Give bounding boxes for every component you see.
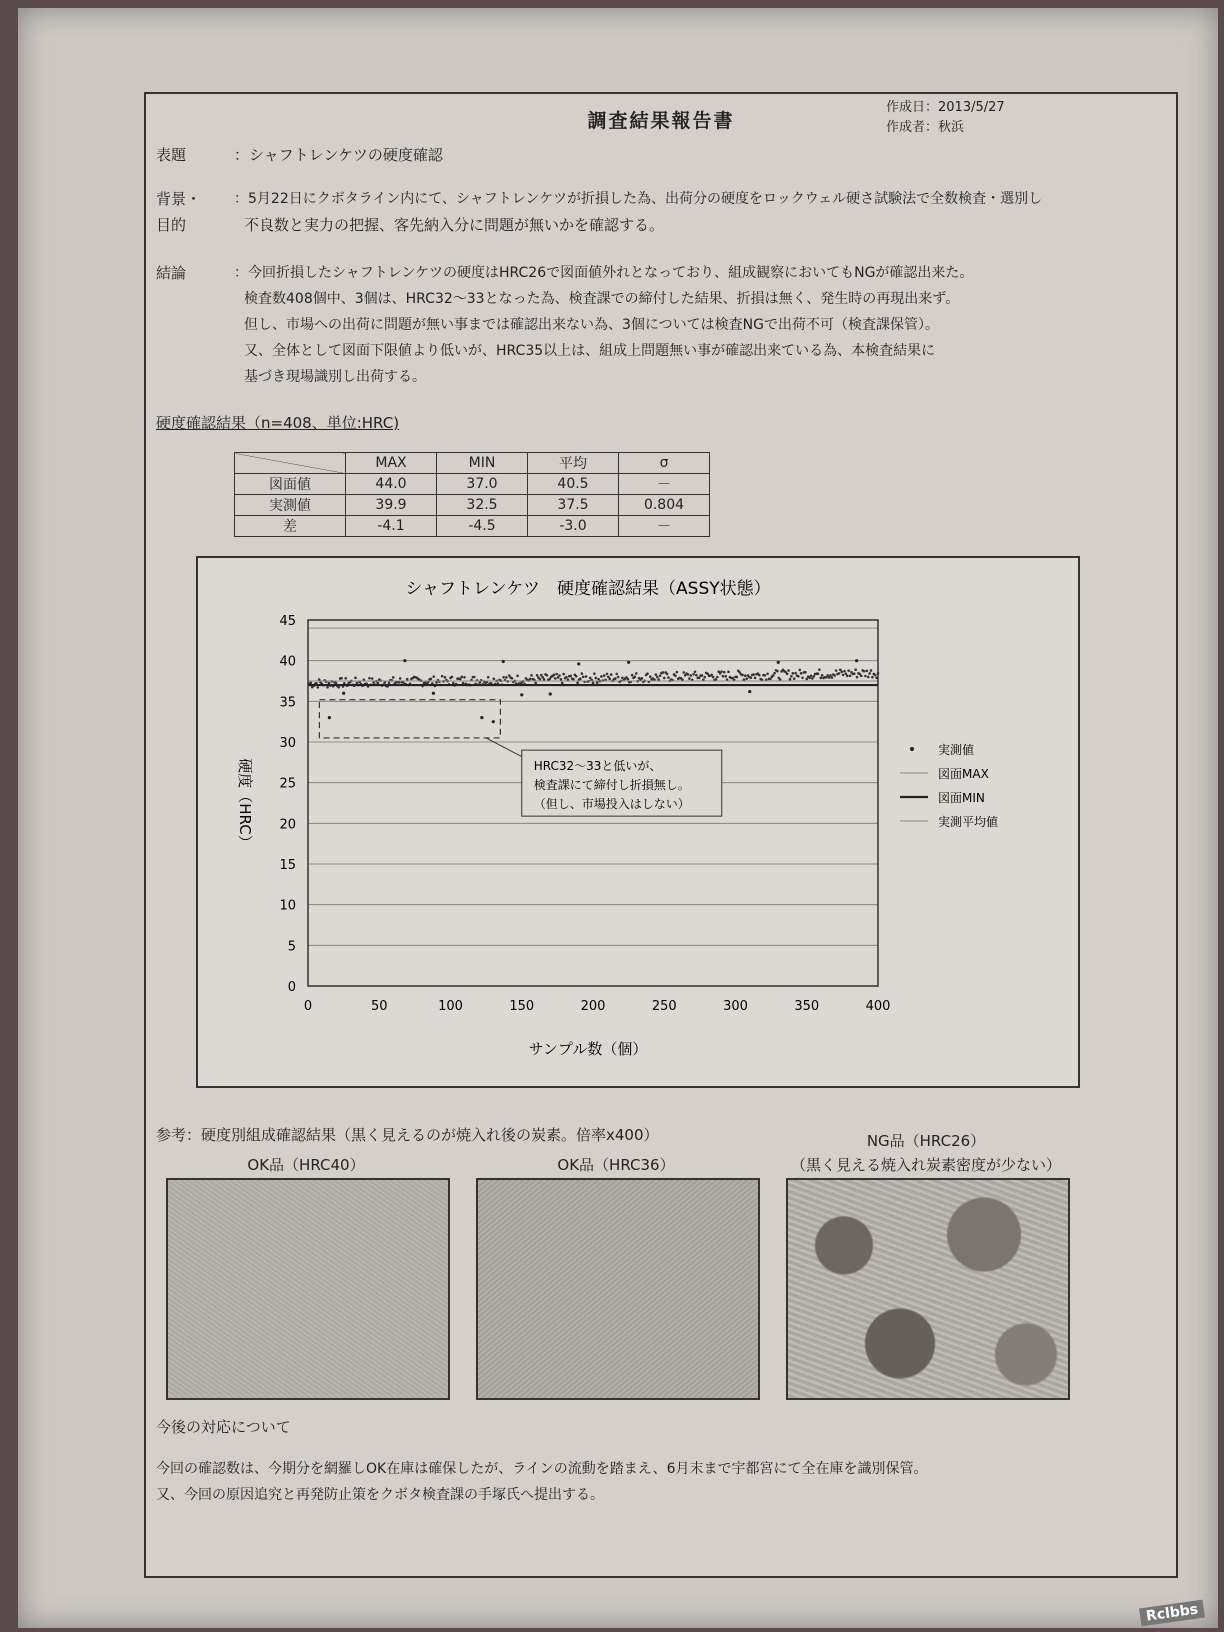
x-tick-label: 300: [723, 999, 748, 1014]
x-tick-label: 100: [438, 999, 463, 1014]
paper-sheet: [18, 8, 1218, 1628]
table-cell: 32.5: [437, 495, 528, 516]
x-tick-label: 200: [580, 999, 606, 1014]
table-cell: －: [619, 516, 710, 537]
data-point: [843, 670, 846, 673]
data-point: [794, 672, 797, 675]
data-point: [745, 677, 748, 680]
data-point: [577, 662, 580, 665]
report-frame: [144, 92, 1178, 1578]
data-point: [698, 676, 701, 679]
table-corner-cell: [235, 453, 346, 474]
table-cell: -4.5: [437, 516, 528, 537]
table-cell: 37.5: [528, 495, 619, 516]
data-point: [831, 676, 834, 679]
table-header: 平均: [528, 453, 619, 474]
background-line-2: 不良数と実力の把握、客先納入分に問題が無いかを確認する。: [244, 216, 665, 234]
data-point: [530, 674, 533, 677]
data-point: [769, 678, 772, 681]
data-point: [716, 676, 719, 679]
data-point: [600, 675, 603, 678]
data-point: [615, 673, 618, 676]
data-point: [842, 674, 845, 677]
data-point: [328, 716, 331, 719]
data-point: [712, 676, 715, 679]
data-point: [800, 672, 803, 675]
data-point: [860, 675, 863, 678]
y-tick-label: 40: [279, 654, 296, 670]
data-point: [608, 678, 611, 681]
legend-marker: [910, 747, 914, 751]
photo-caption-3b: （黒く見える焼入れ炭素密度が少ない）: [790, 1156, 1061, 1174]
subject-label: 表題: [156, 146, 187, 164]
data-point: [473, 676, 476, 679]
table-cell: 40.5: [528, 474, 619, 495]
data-point: [384, 681, 387, 684]
data-point: [867, 676, 870, 679]
data-point: [656, 676, 659, 679]
data-point: [354, 677, 357, 680]
table-cell: 0.804: [619, 495, 710, 516]
data-point: [487, 676, 490, 679]
x-tick-label: 350: [794, 999, 820, 1014]
data-point: [688, 677, 691, 680]
data-point: [812, 675, 815, 678]
conclusion-line-1: ：今回折損したシャフトレンケツの硬度はHRC26で図面値外れとなっており、組成観察においてもNGが確認出来た。: [234, 265, 974, 281]
data-point: [627, 678, 630, 681]
data-point: [683, 671, 686, 674]
data-point: [666, 673, 669, 676]
data-point: [554, 677, 557, 680]
table-cell: -4.1: [346, 516, 437, 537]
data-point: [572, 678, 575, 681]
row-label: 図面値: [235, 474, 346, 495]
data-point: [562, 673, 565, 676]
data-point: [516, 675, 519, 678]
data-point: [493, 677, 496, 680]
future-line-2: 又、今回の原因追究と再発防止策をクボタ検査課の手塚氏へ提出する。: [156, 1487, 604, 1503]
data-point: [430, 678, 433, 681]
data-point: [594, 677, 597, 680]
data-point: [821, 674, 824, 677]
hardness-table: [234, 452, 710, 537]
data-point: [687, 673, 690, 676]
data-point: [560, 678, 563, 681]
hardness-chart: [196, 556, 1080, 1088]
data-point: [621, 676, 624, 679]
data-point: [631, 674, 634, 677]
conclusion-line-4: 又、全体として図面下限値より低いが、HRC35以上は、組成上問題無い事が確認出来ている為、本検査結果に: [244, 343, 936, 359]
data-point: [871, 676, 874, 679]
data-point: [722, 675, 725, 678]
conclusion-line-3: 但し、市場への出荷に問題が無い事までは確認出来ない為、3個については検査NGで出荷不可（検査課保管）。: [244, 317, 939, 333]
data-point: [549, 692, 552, 695]
chart-legend: [900, 742, 998, 829]
table-header: σ: [619, 453, 710, 474]
report-title: 調査結果報告書: [587, 110, 735, 132]
data-point: [460, 676, 463, 679]
ng-hrc26-micrograph: [786, 1178, 1070, 1400]
table-row: [235, 516, 710, 537]
data-point: [750, 676, 753, 679]
data-point: [627, 661, 630, 664]
conclusion-label: 結論: [156, 264, 187, 282]
table-row: [235, 495, 710, 516]
data-point: [863, 670, 866, 673]
data-point: [810, 675, 813, 678]
data-point: [779, 678, 782, 681]
data-point: [585, 675, 588, 678]
data-point: [854, 668, 857, 671]
data-point: [406, 678, 409, 681]
data-point: [790, 675, 793, 678]
data-point: [801, 676, 804, 679]
data-point: [335, 682, 338, 685]
data-point: [316, 686, 319, 689]
photo-caption-2: OK品（HRC36）: [557, 1156, 675, 1174]
table-row: [235, 474, 710, 495]
data-point: [565, 676, 568, 679]
data-point: [856, 676, 859, 679]
data-point: [833, 674, 836, 677]
data-point: [432, 675, 435, 678]
data-point: [502, 676, 505, 679]
y-tick-label: 5: [287, 939, 296, 955]
data-point: [452, 682, 455, 685]
data-point: [758, 674, 761, 677]
data-point: [546, 674, 549, 677]
data-point: [748, 690, 751, 693]
data-point: [667, 676, 670, 679]
photo-caption-1: OK品（HRC40）: [247, 1156, 365, 1174]
data-point: [579, 677, 582, 680]
data-point: [874, 674, 877, 677]
data-point: [752, 673, 755, 676]
data-point: [344, 677, 347, 680]
data-point: [655, 673, 658, 676]
data-point: [480, 716, 483, 719]
callout-text: 検査課にて締付し折損無し。: [533, 778, 690, 793]
data-point: [797, 675, 800, 678]
data-point: [581, 672, 584, 675]
data-point: [694, 670, 697, 673]
author: 作成者：秋浜: [886, 120, 965, 135]
legend-label: 図面MAX: [938, 767, 989, 781]
subject-text: ：シャフトレンケツの硬度確認: [234, 146, 443, 164]
x-tick-label: 0: [303, 999, 313, 1014]
data-point: [536, 674, 539, 677]
data-point: [641, 677, 644, 680]
data-point: [715, 678, 718, 681]
data-point: [502, 660, 505, 663]
data-point: [342, 692, 345, 695]
data-point: [776, 670, 779, 673]
data-point: [603, 674, 606, 677]
future-line-1: 今回の確認数は、今期分を網羅しOK在庫は確保したが、ラインの流動を踏まえ、6月末まで宇都宮にて全在庫を識別保管。: [156, 1461, 928, 1477]
data-point: [614, 677, 617, 680]
data-point: [371, 677, 374, 680]
data-point: [505, 676, 508, 679]
data-point: [337, 686, 340, 689]
chart-title: シャフトレンケツ 硬度確認結果（ASSY状態）: [405, 579, 771, 599]
table-header: MAX: [346, 453, 437, 474]
data-point: [703, 676, 706, 679]
data-point: [541, 676, 544, 679]
data-point: [764, 674, 767, 677]
data-point: [846, 675, 849, 678]
data-point: [847, 669, 850, 672]
data-point: [791, 672, 794, 675]
data-point: [592, 682, 595, 685]
data-point: [539, 678, 542, 681]
data-point: [659, 674, 662, 677]
data-point: [676, 671, 679, 674]
y-tick-label: 30: [279, 736, 296, 751]
data-point: [674, 674, 677, 677]
data-point: [606, 673, 609, 676]
data-point: [736, 676, 739, 679]
data-point: [520, 693, 523, 696]
data-point: [575, 675, 578, 678]
y-tick-label: 25: [279, 776, 296, 792]
data-point: [786, 673, 789, 676]
data-point: [553, 674, 556, 677]
data-point: [727, 671, 730, 674]
data-point: [804, 671, 807, 674]
table-header: MIN: [437, 453, 528, 474]
x-tick-label: 400: [865, 999, 891, 1014]
data-point: [392, 676, 395, 679]
data-point: [724, 675, 727, 678]
callout-text: HRC32～33と低いが、: [533, 759, 662, 774]
table-cell: －: [619, 474, 710, 495]
data-point: [463, 676, 466, 679]
y-tick-label: 20: [279, 817, 296, 833]
data-point: [309, 681, 312, 684]
data-point: [853, 672, 856, 675]
data-point: [689, 674, 692, 677]
data-point: [593, 672, 596, 675]
data-point: [543, 678, 546, 681]
data-point: [596, 681, 599, 684]
table-cell: 44.0: [346, 474, 437, 495]
data-point: [646, 672, 649, 675]
data-point: [432, 692, 435, 695]
data-point: [534, 682, 537, 685]
chart-points: [308, 659, 879, 723]
data-point: [818, 668, 821, 671]
data-point: [555, 673, 558, 676]
data-point: [829, 674, 832, 677]
data-point: [657, 678, 660, 681]
data-point: [777, 661, 780, 664]
data-point: [723, 671, 726, 674]
legend-label: 図面MIN: [938, 791, 985, 805]
table-cell: -3.0: [528, 516, 619, 537]
data-point: [695, 674, 698, 677]
background-label-1: 背景・: [156, 190, 202, 208]
chart-svg: [198, 558, 1078, 1086]
data-point: [441, 675, 444, 678]
data-point: [663, 677, 666, 680]
y-axis-label: 硬度（HRC）: [236, 758, 254, 850]
data-point: [649, 675, 652, 678]
data-point: [388, 681, 391, 684]
data-point: [372, 681, 375, 684]
data-point: [849, 674, 852, 677]
data-point: [773, 672, 776, 675]
data-point: [492, 720, 495, 723]
row-label: 実測値: [235, 495, 346, 516]
legend-label: 実測平均値: [938, 815, 999, 829]
data-point: [754, 677, 757, 680]
data-point: [793, 677, 796, 680]
callout-pointer: [486, 738, 522, 756]
data-point: [741, 674, 744, 677]
x-tick-label: 50: [370, 999, 388, 1014]
ok-hrc40-micrograph: [166, 1178, 450, 1400]
table-header-row: [235, 453, 710, 474]
ok-hrc36-micrograph: [476, 1178, 760, 1400]
data-point: [576, 682, 579, 685]
data-point: [868, 672, 871, 675]
data-point: [318, 678, 321, 681]
data-point: [798, 669, 801, 672]
data-point: [558, 674, 561, 677]
data-point: [403, 659, 406, 662]
data-point: [511, 677, 514, 680]
y-tick-label: 15: [279, 858, 296, 873]
data-point: [828, 676, 831, 679]
y-tick-label: 0: [287, 980, 296, 995]
background-line-1: ：5月22日にクボタライン内にて、シャフトレンケツが折損した為、出荷分の硬度をロックウェル硬さ試験法で全数検査・選別し: [234, 191, 1043, 207]
future-heading: 今後の対応について: [156, 1418, 291, 1436]
reference-heading: 参考：硬度別組成確認結果（黒く見えるのが焼入れ後の炭素。倍率x400）: [156, 1126, 659, 1144]
data-point: [662, 671, 665, 674]
y-tick-label: 45: [279, 614, 296, 629]
data-point: [817, 672, 820, 675]
data-point: [710, 674, 713, 677]
data-point: [835, 669, 838, 672]
data-point: [772, 674, 775, 677]
data-point: [561, 682, 564, 685]
data-point: [870, 669, 873, 672]
data-point: [451, 676, 454, 679]
x-axis-label: サンプル数（個）: [528, 1040, 648, 1058]
background-label-2: 目的: [156, 216, 187, 234]
data-point: [864, 675, 867, 678]
data-point: [819, 677, 822, 680]
data-point: [399, 677, 402, 680]
data-point: [866, 670, 869, 673]
conclusion-line-5: 基づき現場識別し出荷する。: [244, 369, 426, 385]
created-date: 作成日：2013/5/27: [886, 100, 1005, 115]
chart-annotation: [319, 700, 721, 816]
data-point: [838, 672, 841, 675]
data-point: [720, 670, 723, 673]
data-point: [789, 678, 792, 681]
data-point: [610, 673, 613, 676]
photo-caption-3: NG品（HRC26）: [866, 1132, 986, 1150]
callout-text: （但し、市場投入はしない）: [533, 797, 690, 812]
row-label: 差: [235, 516, 346, 537]
y-tick-label: 35: [279, 695, 296, 711]
data-point: [569, 675, 572, 678]
x-tick-label: 250: [651, 999, 677, 1014]
data-point: [617, 676, 620, 679]
data-point: [744, 674, 747, 677]
data-point: [368, 677, 371, 680]
outlier-highlight-box: [319, 700, 500, 738]
data-point: [444, 676, 447, 679]
results-heading: 硬度確認結果（n=408、単位:HRC): [156, 414, 400, 432]
table-cell: 37.0: [437, 474, 528, 495]
watermark-logo: Rclbbs: [1139, 1600, 1205, 1627]
data-point: [787, 669, 790, 672]
data-point: [855, 659, 858, 662]
legend-label: 実測値: [938, 743, 975, 757]
data-point: [582, 675, 585, 678]
data-point: [805, 678, 808, 681]
table-cell: 39.9: [346, 495, 437, 516]
data-point: [692, 673, 695, 676]
y-tick-label: 10: [279, 898, 296, 914]
data-point: [766, 672, 769, 675]
data-point: [529, 678, 532, 681]
data-point: [435, 681, 438, 684]
x-tick-label: 150: [509, 999, 535, 1014]
data-point: [701, 674, 704, 677]
data-point: [634, 676, 637, 679]
conclusion-line-2: 検査数408個中、3個は、HRC32～33となった為、検査課での締付した結果、折損は無く、発生時の再現出来ず。: [244, 291, 960, 307]
data-point: [340, 677, 343, 680]
data-point: [540, 674, 543, 677]
data-point: [635, 672, 638, 675]
data-point: [840, 671, 843, 674]
data-point: [326, 686, 329, 689]
